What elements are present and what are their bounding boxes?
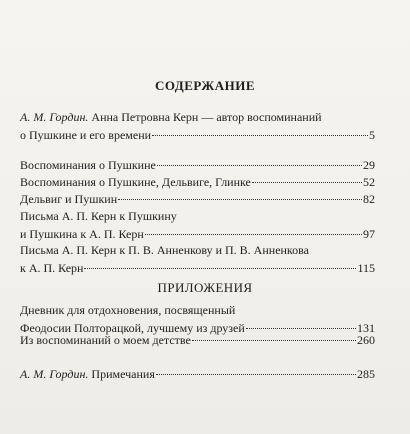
entry-title-line2: Феодосии Полторацкой, лучшему из друзей bbox=[20, 321, 245, 335]
leader-dots bbox=[118, 199, 362, 200]
page-number: 260 bbox=[357, 333, 375, 347]
toc-entry bbox=[20, 190, 375, 208]
toc-entry-intro bbox=[20, 108, 375, 144]
appendix-title: ПРИЛОЖЕНИЯ bbox=[157, 280, 253, 295]
entry-title-line2: о Пушкине и его времени bbox=[20, 128, 152, 142]
page-number: 131 bbox=[357, 321, 375, 335]
entry-title: Дельвиг и Пушкин bbox=[20, 192, 118, 206]
entry-author: А. М. Гордин. bbox=[20, 110, 89, 124]
leader-dots bbox=[192, 340, 356, 341]
entry-title-line1: Дневник для отдохновения, посвященный bbox=[20, 303, 236, 317]
entry-title-line2: и Пушкина к А. П. Керн bbox=[20, 227, 144, 241]
page-number: 82 bbox=[363, 192, 375, 206]
entry-title-line2: к А. П. Керн bbox=[20, 261, 84, 275]
leader-dots bbox=[84, 268, 356, 269]
entry-title-line1: Анна Петровна Керн — автор воспоминаний bbox=[91, 110, 322, 124]
entry-title: Воспоминания о Пушкине bbox=[20, 158, 156, 172]
toc-entry bbox=[20, 156, 375, 174]
page-number: 29 bbox=[363, 158, 375, 172]
toc-entry bbox=[20, 207, 375, 243]
leader-dots bbox=[145, 234, 362, 235]
entry-title-line1: Письма А. П. Керн к П. В. Анненкову и П. В. Анненкова bbox=[20, 243, 309, 257]
appendix-entry bbox=[20, 331, 375, 349]
page-number: 52 bbox=[363, 175, 375, 189]
leader-dots bbox=[252, 182, 362, 183]
toc-title: СОДЕРЖАНИЕ bbox=[154, 78, 256, 93]
entry-title: Воспоминания о Пушкине, Дельвиге, Глинке bbox=[20, 175, 251, 189]
toc-entry bbox=[20, 173, 375, 191]
page-number: 115 bbox=[357, 261, 375, 275]
entry-author: А. М. Гордин. bbox=[20, 367, 89, 381]
toc-entry bbox=[20, 241, 375, 277]
entry-title-line1: Письма А. П. Керн к Пушкину bbox=[20, 209, 177, 223]
leader-dots bbox=[152, 135, 368, 136]
entry-title: Из воспоминаний о моем детстве bbox=[20, 333, 191, 347]
page-number: 285 bbox=[357, 367, 375, 381]
leader-dots bbox=[246, 328, 356, 329]
page-number: 5 bbox=[369, 128, 375, 142]
page-number: 97 bbox=[363, 227, 375, 241]
leader-dots bbox=[156, 374, 356, 375]
leader-dots bbox=[157, 165, 362, 166]
notes-entry bbox=[20, 365, 375, 383]
entry-title: Примечания bbox=[91, 367, 155, 381]
